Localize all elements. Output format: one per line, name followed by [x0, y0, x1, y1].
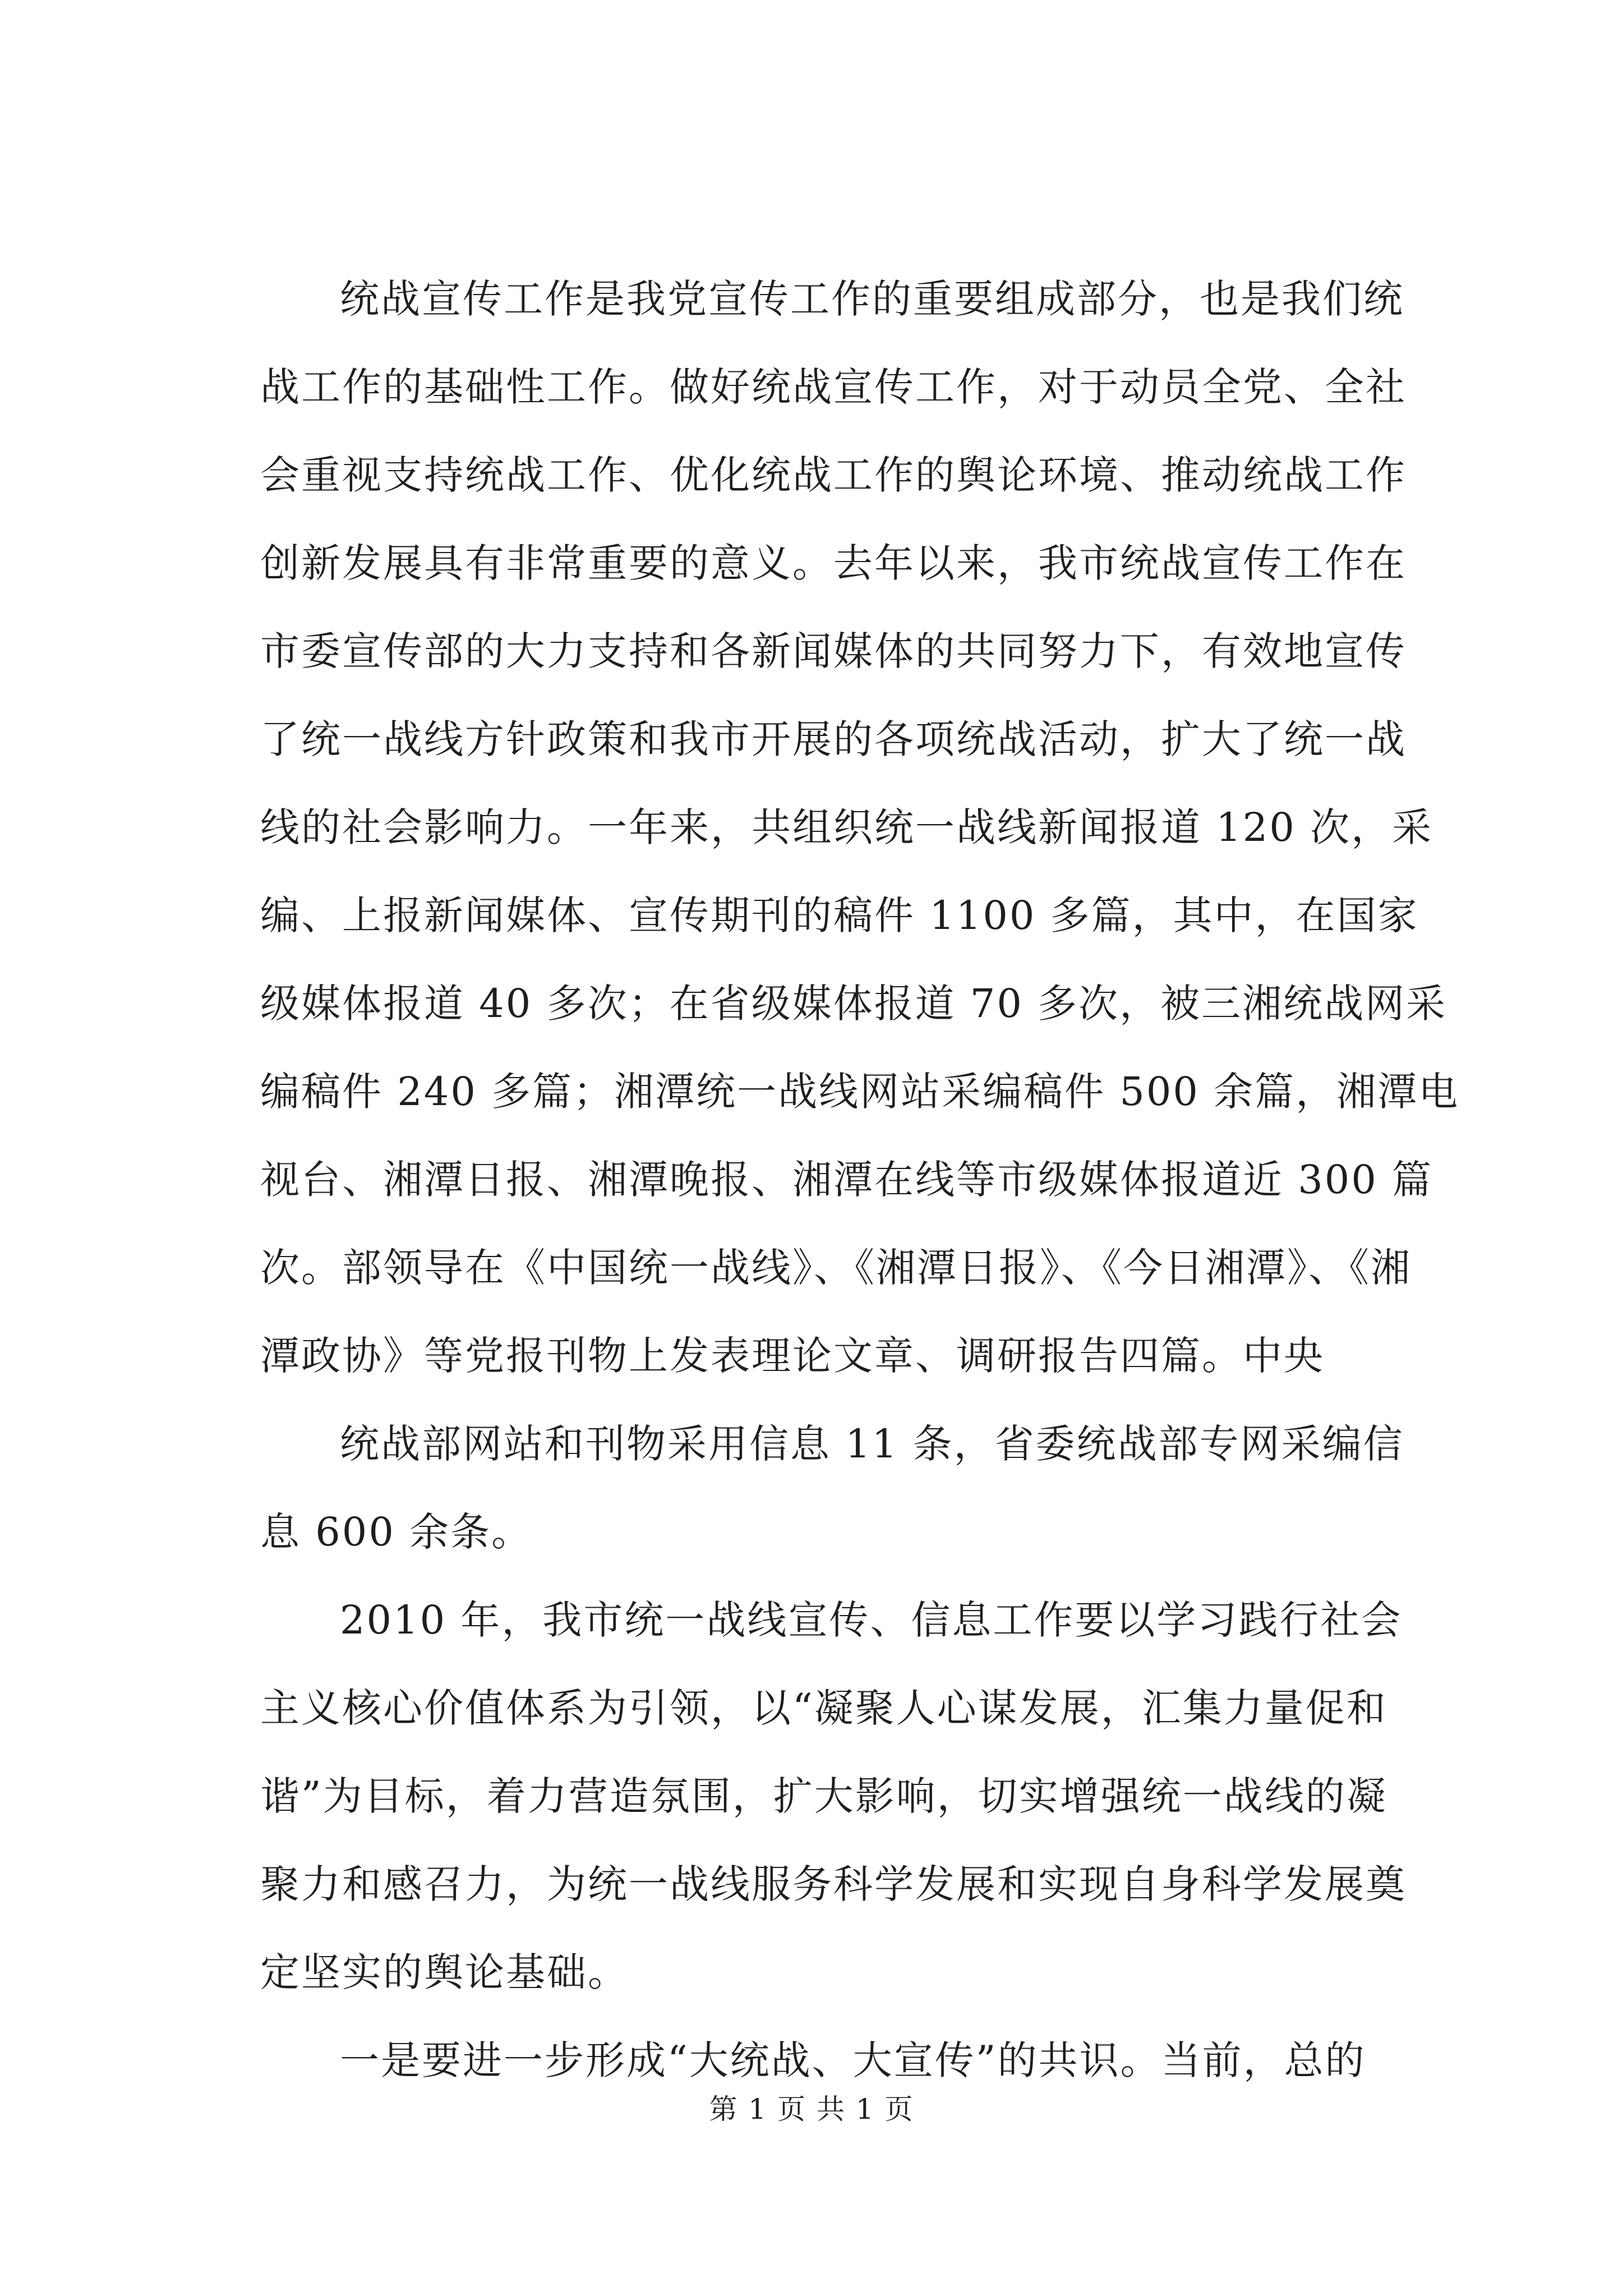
paragraph-2010-goals — [260, 1576, 1410, 2017]
paragraph-line: 编、上报新闻媒体、宣传期刊的稿件 1100 多篇，其中，在国家 — [260, 892, 1419, 938]
paragraph-line: 息 600 余条。 — [260, 1509, 533, 1555]
paragraph-line: 了统一战线方针政策和我市开展的各项统战活动，扩大了统一战 — [260, 716, 1407, 762]
paragraph-line: 编稿件 240 多篇；湘潭统一战线网站采编稿件 500 余篇，湘潭电 — [260, 1069, 1460, 1115]
paragraph-line: 会重视支持统战工作、优化统战工作的舆论环境、推动统战工作 — [260, 452, 1407, 498]
paragraph-line: 市委宣传部的大力支持和各新闻媒体的共同努力下，有效地宣传 — [260, 628, 1407, 674]
document-body — [260, 255, 1460, 2105]
paragraph-line: 2010 年，我市统一战线宣传、信息工作要以学习践行社会 — [340, 1597, 1403, 1643]
paragraph-line: 次。部领导在《中国统一战线》、《湘潭日报》、《今日湘潭》、《湘 — [260, 1245, 1412, 1291]
paragraph-line: 线的社会影响力。一年来，共组织统一战线新闻报道 120 次，采 — [260, 804, 1433, 850]
paragraph-line: 一是要进一步形成“大统战、大宣传”的共识。当前，总的 — [340, 2037, 1366, 2083]
paragraph-line: 主义核心价值体系为引领，以“凝聚人心谋发展，汇集力量促和 — [260, 1685, 1387, 1731]
paragraph-information-adoption — [260, 1400, 1410, 1576]
paragraph-line: 谐”为目标，着力营造氛围，扩大影响，切实增强统一战线的凝 — [260, 1773, 1387, 1819]
paragraph-line: 定坚实的舆论基础。 — [260, 1949, 629, 1995]
paragraph-line: 创新发展具有非常重要的意义。去年以来，我市统战宣传工作在 — [260, 540, 1407, 586]
page-number-label: 第 1 页 共 1 页 — [709, 2093, 914, 2125]
paragraph-first-point — [260, 2017, 1410, 2105]
paragraph-line: 潭政协》等党报刊物上发表理论文章、调研报告四篇。中央 — [260, 1333, 1325, 1379]
paragraph-line: 视台、湘潭日报、湘潭晚报、湘潭在线等市级媒体报道近 300 篇 — [260, 1157, 1433, 1203]
paragraph-line: 统战部网站和刊物采用信息 11 条，省委统战部专网采编信 — [340, 1421, 1404, 1467]
paragraph-propaganda-summary — [260, 255, 1460, 1400]
paragraph-line: 级媒体报道 40 多次；在省级媒体报道 70 多次，被三湘统战网采 — [260, 981, 1447, 1027]
paragraph-line: 战工作的基础性工作。做好统战宣传工作，对于动员全党、全社 — [260, 364, 1407, 410]
paragraph-line: 统战宣传工作是我党宣传工作的重要组成部分，也是我们统 — [340, 276, 1404, 322]
paragraph-line: 聚力和感召力，为统一战线服务科学发展和实现自身科学发展奠 — [260, 1861, 1407, 1907]
page-footer — [0, 2092, 1623, 2126]
